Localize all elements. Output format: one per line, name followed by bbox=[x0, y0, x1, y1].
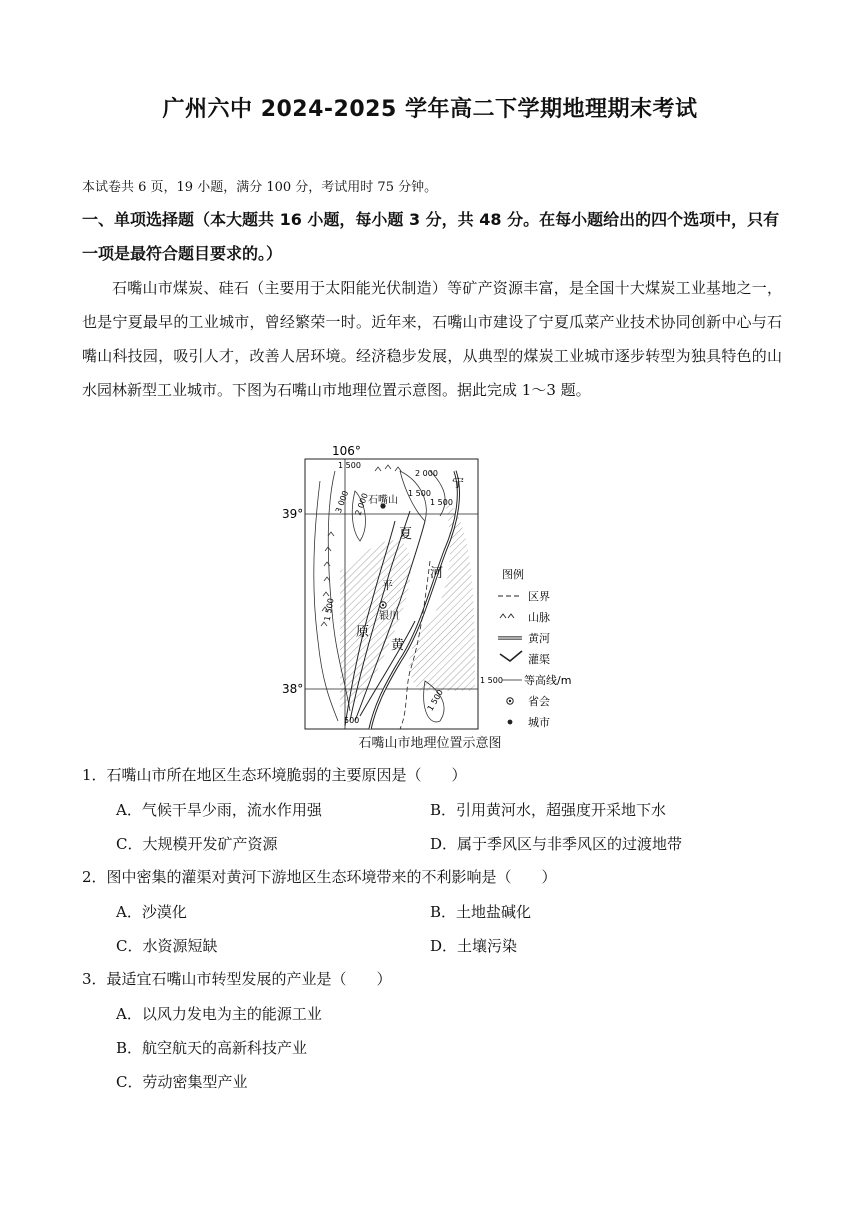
contour-value: 1 500 bbox=[425, 688, 445, 713]
legend-label: 区界 bbox=[528, 590, 550, 603]
legend-label: 黄河 bbox=[528, 632, 550, 645]
map-svg bbox=[280, 441, 600, 731]
option-a: A．气候干旱少雨，流水作用强 bbox=[116, 801, 322, 819]
contour-value: 1 500 bbox=[338, 461, 361, 470]
option-b: B．土地盐碱化 bbox=[430, 903, 532, 921]
section-heading: 一、单项选择题（本大题共 16 小题，每小题 3 分，共 48 分。在每小题给出的四个选项中，只有一项是最符合题目要求的。） bbox=[82, 210, 780, 263]
mountain-legend-icon bbox=[500, 614, 514, 618]
option-c: C．水资源短缺 bbox=[116, 937, 218, 955]
option-c: C．劳动密集型产业 bbox=[116, 1073, 248, 1091]
map-legend bbox=[480, 567, 571, 729]
contour-value: 3 000 bbox=[333, 489, 351, 515]
legend-label: 山脉 bbox=[528, 611, 550, 624]
reading-passage: 石嘴山市煤炭、硅石（主要用于太阳能光伏制造）等矿产资源丰富，是全国十大煤炭工业基地之一，也是宁夏最早的工业城市，曾经繁荣一时。近年来，石嘴山市建设了宁夏瓜菜产业技术协同创新中心与石嘴山科技园，吸引人才，改善人居环境。经济稳步发展，从典型的煤炭工业城市逐步转型为独具特色的山水园林新型工业城市。下图为石嘴山市地理位置示意图。据此完成 1～3 题。 bbox=[82, 279, 782, 399]
place-label: 夏 bbox=[399, 527, 413, 542]
option-b: B．航空航天的高新科技产业 bbox=[116, 1039, 308, 1057]
option-b: B．引用黄河水，超强度开采地下水 bbox=[430, 801, 667, 819]
legend-label: 灌渠 bbox=[528, 653, 550, 666]
exam-title: 广州六中 2024-2025 学年高二下学期地理期末考试 bbox=[162, 97, 698, 122]
place-label: 河 bbox=[430, 566, 444, 581]
option-a: A．沙漠化 bbox=[116, 903, 187, 921]
option-d: D．土壤污染 bbox=[430, 937, 518, 955]
latitude-label-39: 39° bbox=[282, 507, 304, 521]
legend-label: 省会 bbox=[528, 695, 550, 708]
legend-label: 等高线/m bbox=[524, 674, 572, 687]
canal-legend-icon bbox=[500, 651, 522, 661]
legend-label: 城市 bbox=[528, 716, 550, 729]
place-label: 宁 bbox=[452, 476, 465, 490]
option-d: D．属于季风区与非季风区的过渡地带 bbox=[430, 835, 683, 853]
contour-value: 1 500 bbox=[408, 489, 431, 498]
place-label: 原 bbox=[356, 625, 370, 640]
legend-title: 图例 bbox=[502, 568, 524, 581]
contour-value: 1 500 bbox=[322, 597, 336, 622]
legend-contour-value: 1 500 bbox=[480, 676, 503, 685]
place-label-shizuishan: 石嘴山 bbox=[368, 495, 398, 506]
contour-value: 500 bbox=[344, 716, 360, 725]
place-label: 黄 bbox=[391, 638, 405, 653]
contour-value: 2 000 bbox=[353, 491, 370, 517]
question-stem: 3．最适宜石嘴山市转型发展的产业是（ ） bbox=[82, 970, 392, 988]
option-a: A．以风力发电为主的能源工业 bbox=[116, 1005, 322, 1023]
place-label-yinchuan: 银川 bbox=[379, 611, 399, 622]
contour-value: 1 500 bbox=[430, 498, 453, 507]
contour-value: 2 000 bbox=[415, 469, 438, 478]
exam-info: 本试卷共 6 页，19 小题，满分 100 分，考试用时 75 分钟。 bbox=[82, 180, 438, 195]
question-stem: 2．图中密集的灌渠对黄河下游地区生态环境带来的不利影响是（ ） bbox=[82, 868, 557, 886]
latitude-label-38: 38° bbox=[282, 682, 304, 696]
location-map bbox=[280, 441, 600, 735]
figure-caption: 石嘴山市地理位置示意图 bbox=[358, 736, 502, 751]
option-c: C．大规模开发矿产资源 bbox=[116, 835, 278, 853]
longitude-label: 106° bbox=[332, 444, 361, 458]
city-legend-icon bbox=[508, 720, 513, 725]
place-label: 平 bbox=[382, 579, 393, 592]
question-stem: 1．石嘴山市所在地区生态环境脆弱的主要原因是（ ） bbox=[82, 766, 467, 784]
